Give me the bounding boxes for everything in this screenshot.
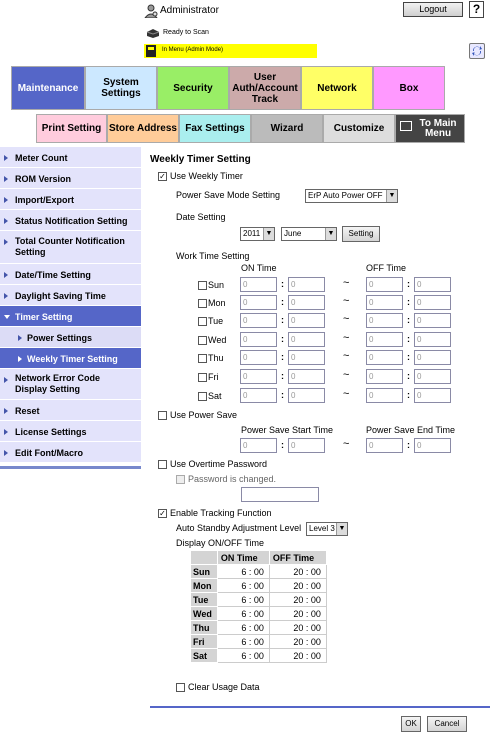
arrow-icon [4,272,8,278]
day-label: Tue [208,316,224,326]
tab-label: Maintenance [17,82,79,94]
day-checkbox-sun[interactable] [198,281,207,290]
sidebar-item-license-settings[interactable] [0,421,141,442]
colon: : [407,297,410,307]
chevron-down-icon: ▼ [386,190,397,202]
colon: : [281,279,284,289]
sidebar-item-reset[interactable] [0,400,141,421]
table-day: Mon [191,579,218,593]
power-save-start-minute[interactable]: 0 [288,438,325,453]
subtab-wizard[interactable] [251,114,323,143]
tab-security[interactable] [157,66,229,110]
table-day: Wed [191,607,218,621]
colon: : [407,279,410,289]
table-off: 20 : 00 [269,621,326,635]
main-menu-icon [400,121,412,131]
tab-label: Network [317,82,357,94]
table-off: 20 : 00 [269,593,326,607]
year-select[interactable] [240,227,275,241]
colon: : [281,297,284,307]
day-label: Mon [208,298,226,308]
table-off: 20 : 00 [269,635,326,649]
on-minute-input[interactable]: 0 [288,295,325,310]
sidebar-item-timer-setting[interactable] [0,306,141,327]
off-hour-input[interactable]: 0 [366,369,403,384]
off-hour-input[interactable]: 0 [366,277,403,292]
off-time-header: OFF Time [366,263,406,273]
bottom-divider [150,706,490,708]
sidebar-divider [0,466,141,469]
colon: : [407,334,410,344]
table-day: Sat [191,649,218,663]
day-label: Fri [208,372,219,382]
arrow-icon [4,408,8,414]
day-label: Thu [208,353,224,363]
table-on: 6 : 00 [217,621,269,635]
table-row [191,565,327,579]
select-value: 2011 [243,229,261,238]
tab-label: System Settings [101,77,141,99]
subtab-fax-settings[interactable] [179,114,251,143]
colon: : [281,390,284,400]
use-overtime-password-checkbox[interactable] [158,460,167,469]
off-minute-input[interactable]: 0 [414,277,451,292]
admin-mode-text: In Menu (Admin Mode) [162,47,224,53]
on-hour-input[interactable]: 0 [240,313,277,328]
off-minute-input[interactable]: 0 [414,313,451,328]
sidebar-item-total-counter-notification[interactable] [0,231,141,264]
sidebar-item-import-export[interactable] [0,189,141,210]
select-value: June [284,229,302,238]
enable-tracking-label: Enable Tracking Function [170,508,272,518]
tilde: ~ [343,438,350,450]
day-checkbox-fri[interactable] [198,373,207,382]
off-hour-input[interactable]: 0 [366,332,403,347]
scanner-icon [146,27,160,39]
sidebar-item-edit-font-macro[interactable] [0,442,141,463]
colon: : [281,440,284,450]
table-header-off: OFF Time [269,551,326,565]
tilde: ~ [343,277,350,289]
work-time-label: Work Time Setting [176,251,250,261]
on-minute-input[interactable]: 0 [288,388,325,403]
sidebar-item-label: License Settings [15,427,87,437]
use-power-save-checkbox[interactable] [158,411,167,420]
off-hour-input[interactable]: 0 [366,295,403,310]
arrow-icon [18,356,22,362]
day-checkbox-tue[interactable] [198,317,207,326]
off-minute-input[interactable]: 0 [414,295,451,310]
tilde: ~ [343,350,350,362]
subtab-label: Wizard [270,123,304,134]
colon: : [407,352,410,362]
clear-usage-data-checkbox[interactable] [176,683,185,692]
on-hour-input[interactable]: 0 [240,332,277,347]
day-label: Sun [208,280,225,290]
off-hour-input[interactable]: 0 [366,350,403,365]
power-save-end-minute[interactable]: 0 [414,438,451,453]
arrow-icon [4,450,8,456]
use-weekly-timer-checkbox[interactable] [158,172,167,181]
tab-label: User Auth/Account Track [232,71,298,105]
power-save-start-label: Power Save Start Time [241,425,334,435]
off-minute-input[interactable]: 0 [414,369,451,384]
table-day: Sun [191,565,218,579]
power-save-mode-select[interactable] [305,189,398,203]
off-minute-input[interactable]: 0 [414,350,451,365]
colon: : [281,315,284,325]
sidebar-item-label: Edit Font/Macro [15,448,83,458]
on-minute-input[interactable]: 0 [288,332,325,347]
table-off: 20 : 00 [269,607,326,621]
table-day: Thu [191,621,218,635]
use-power-save-label: Use Power Save [170,410,238,420]
chevron-down-icon: ▼ [325,228,336,240]
administrator-label: Administrator [160,5,219,16]
tab-maintenance[interactable] [11,66,85,110]
chevron-down-icon: ▼ [336,523,347,535]
colon: : [407,440,410,450]
arrow-icon [4,218,8,224]
overtime-password-input[interactable] [241,487,319,502]
subtab-to-main-menu[interactable] [395,114,465,143]
sidebar-item-label: Daylight Saving Time [15,291,106,301]
on-hour-input[interactable]: 0 [240,388,277,403]
tilde: ~ [343,332,350,344]
arrow-icon [4,239,8,245]
sidebar-item-meter-count[interactable] [0,147,141,168]
sidebar-item-label: Import/Export [15,195,75,205]
table-on: 6 : 00 [217,593,269,607]
table-row [191,607,327,621]
tab-user-auth[interactable] [229,66,301,110]
auto-standby-select[interactable] [306,522,348,536]
administrator-icon [144,4,158,18]
clear-usage-data-label: Clear Usage Data [188,682,260,692]
sidebar-item-label: Timer Setting [15,312,73,322]
use-weekly-timer-label: Use Weekly Timer [170,171,243,181]
arrow-down-icon [4,315,10,319]
display-onoff-table [190,550,327,663]
day-checkbox-sat[interactable] [198,392,207,401]
sidebar-item-label: ROM Version [15,174,72,184]
table-on: 6 : 00 [217,607,269,621]
device-status: Ready to Scan [163,29,209,36]
off-hour-input[interactable]: 0 [366,313,403,328]
tilde: ~ [343,295,350,307]
setting-button[interactable]: Setting [342,226,380,242]
sidebar-item-label: Total Counter Notification Setting [15,236,125,257]
on-hour-input[interactable]: 0 [240,295,277,310]
power-save-start-hour[interactable]: 0 [240,438,277,453]
day-checkbox-wed[interactable] [198,336,207,345]
day-checkbox-mon[interactable] [198,299,207,308]
sidebar-item-label: Power Settings [27,333,93,343]
month-select[interactable] [281,227,337,241]
auto-standby-label: Auto Standby Adjustment Level [176,523,302,533]
colon: : [407,315,410,325]
subtab-print-setting[interactable] [36,114,107,143]
sidebar-item-label: Network Error Code Display Setting [15,373,101,394]
table-on: 6 : 00 [217,579,269,593]
select-value: Level 3 [309,524,335,533]
arrow-icon [4,197,8,203]
tilde: ~ [343,388,350,400]
on-hour-input[interactable]: 0 [240,350,277,365]
tilde: ~ [343,313,350,325]
sidebar-item-label: Date/Time Setting [15,270,91,280]
password-changed-label: Password is changed. [188,474,277,484]
power-save-mode-label: Power Save Mode Setting [176,190,281,200]
day-checkbox-thu[interactable] [198,354,207,363]
select-value: ErP Auto Power OFF [308,191,383,200]
sidebar-item-label: Meter Count [15,153,68,163]
arrow-icon [4,293,8,299]
on-hour-input[interactable]: 0 [240,277,277,292]
sidebar-item-label: Reset [15,406,40,416]
date-setting-label: Date Setting [176,212,226,222]
colon: : [281,334,284,344]
table-corner [191,551,218,565]
arrow-icon [4,155,8,161]
use-overtime-password-label: Use Overtime Password [170,459,268,469]
sidebar [0,147,141,465]
subtab-label: Store Address [109,123,177,134]
on-time-header: ON Time [241,263,277,273]
sidebar-item-label: Weekly Timer Setting [27,354,118,364]
table-header-row [191,551,327,565]
sidebar-item-date-time[interactable] [0,264,141,285]
subtab-label: Fax Settings [185,123,245,134]
cancel-button[interactable]: Cancel [427,716,467,732]
on-minute-input[interactable]: 0 [288,350,325,365]
colon: : [281,371,284,381]
sidebar-item-weekly-timer[interactable] [0,348,141,369]
refresh-icon[interactable] [469,43,485,59]
table-on: 6 : 00 [217,635,269,649]
on-hour-input[interactable]: 0 [240,369,277,384]
subtab-store-address[interactable] [107,114,179,143]
tilde: ~ [343,369,350,381]
tab-system-settings[interactable] [85,66,157,110]
arrow-icon [4,176,8,182]
colon: : [407,390,410,400]
arrow-icon [18,335,22,341]
on-minute-input[interactable]: 0 [288,369,325,384]
table-off: 20 : 00 [269,579,326,593]
day-label: Wed [208,335,227,345]
display-onoff-label: Display ON/OFF Time [176,538,265,548]
sidebar-item-network-error-code[interactable] [0,369,141,400]
on-minute-input[interactable]: 0 [288,313,325,328]
table-on: 6 : 00 [217,649,269,663]
off-minute-input[interactable]: 0 [414,332,451,347]
arrow-icon [4,377,8,383]
table-day: Tue [191,593,218,607]
subtab-label: Print Setting [41,123,102,134]
page-title: Weekly Timer Setting [150,154,251,165]
table-row [191,621,327,635]
subtab-label: To Main Menu [419,117,457,139]
power-save-end-hour[interactable]: 0 [366,438,403,453]
colon: : [281,352,284,362]
subtab-customize[interactable] [323,114,395,143]
off-minute-input[interactable]: 0 [414,388,451,403]
power-save-end-label: Power Save End Time [366,425,456,435]
device-icon [145,44,157,58]
table-row [191,579,327,593]
off-hour-input[interactable]: 0 [366,388,403,403]
sidebar-item-power-settings[interactable] [0,327,141,348]
chevron-down-icon: ▼ [263,228,274,240]
ok-button[interactable]: OK [401,716,421,732]
table-day: Fri [191,635,218,649]
table-on: 6 : 00 [217,565,269,579]
tab-network[interactable] [301,66,373,110]
on-minute-input[interactable]: 0 [288,277,325,292]
table-row [191,635,327,649]
tab-box[interactable] [373,66,445,110]
arrow-icon [4,429,8,435]
tab-label: Security [173,82,213,94]
sidebar-item-daylight-saving[interactable] [0,285,141,306]
sidebar-item-rom-version[interactable] [0,168,141,189]
enable-tracking-checkbox[interactable] [158,509,167,518]
logout-button[interactable]: Logout [403,2,463,17]
table-header-on: ON Time [217,551,269,565]
table-off: 20 : 00 [269,649,326,663]
password-changed-checkbox[interactable] [176,475,185,484]
help-button[interactable]: ? [469,1,484,18]
tab-label: Box [399,82,419,94]
subtab-label: Customize [333,123,385,134]
table-off: 20 : 00 [269,565,326,579]
colon: : [407,371,410,381]
day-label: Sat [208,391,222,401]
table-row [191,649,327,663]
sidebar-item-label: Status Notification Setting [15,216,128,226]
table-row [191,593,327,607]
sidebar-item-status-notification[interactable] [0,210,141,231]
